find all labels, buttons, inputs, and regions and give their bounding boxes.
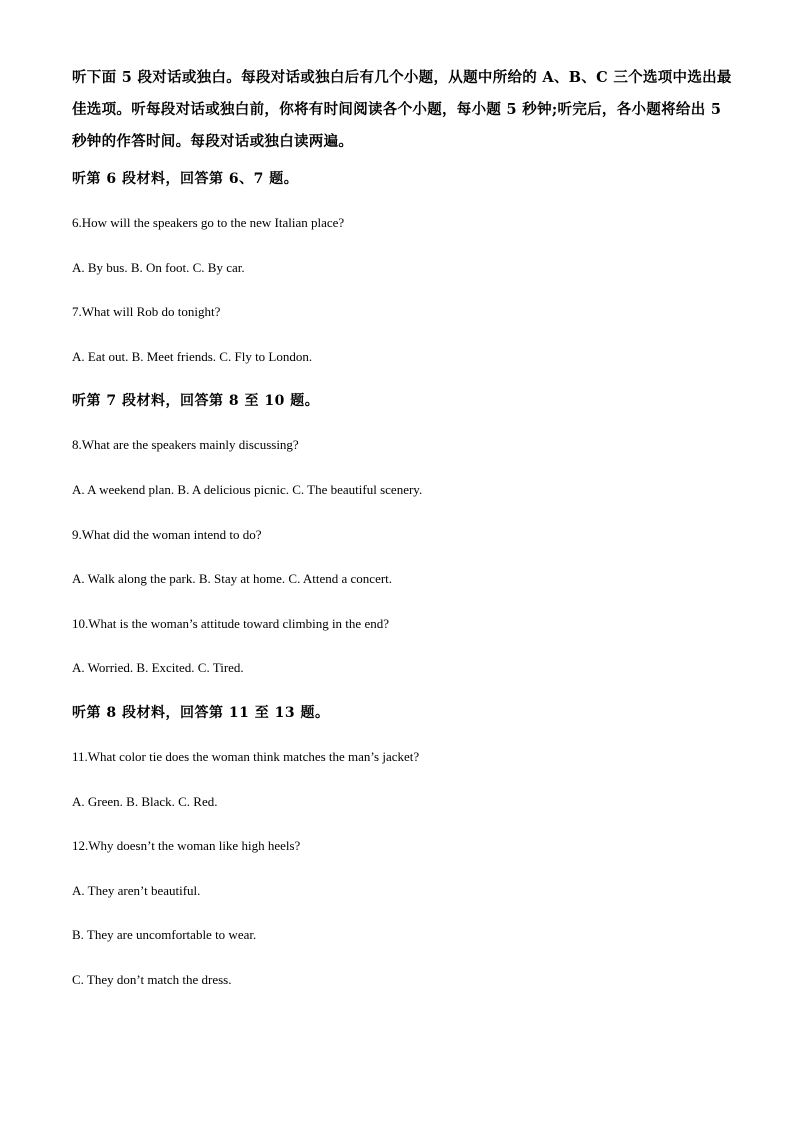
options-8: A. A weekend plan. B. A delicious picnic. C. The beautiful scenery. (72, 481, 423, 497)
question-6: 6.How will the speakers go to the new Italian place? (72, 215, 345, 230)
section-material-7 (72, 391, 732, 678)
option-12-a: A. They aren’t beautiful. (72, 882, 201, 898)
document-page (72, 62, 732, 1015)
options-9: A. Walk along the park. B. Stay at home. C. Attend a concert. (72, 571, 393, 587)
section-heading: 听第 8 段材料，回答第 11 至 13 题。 (72, 704, 330, 721)
question-11: 11.What color tie does the woman think matches the man’s jacket? (72, 748, 420, 764)
options-7: A. Eat out. B. Meet friends. C. Fly to London. (72, 348, 313, 364)
option-12-c: C. They don’t match the dress. (72, 971, 232, 987)
options-6: A. By bus. B. On foot. C. By car. (72, 259, 245, 275)
question-10: 10.What is the woman’s attitude toward climbing in the end? (72, 615, 389, 631)
option-12-b: B. They are uncomfortable to wear. (72, 927, 257, 943)
section-material-8 (72, 703, 732, 990)
question-12: 12.Why doesn’t the woman like high heels? (72, 838, 301, 854)
question-9: 9.What did the woman intend to do? (72, 526, 262, 542)
question-7: 7.What will Rob do tonight? (72, 304, 221, 320)
listening-instructions: 听下面 5 段对话或独白。每段对话或独白后有几个小题，从题中所给的 A、B、C 三个选项中选出最佳选项。听每段对话或独白前，你将有时间阅读各个小题，每小题 5 秒钟;听完后，各小题将给出 5 秒钟的作答时间。每段对话或独白读两遍。 (72, 69, 732, 150)
question-8: 8.What are the speakers mainly discussing? (72, 437, 299, 453)
section-heading: 听第 6 段材料，回答第 6、7 题。 (72, 171, 299, 187)
section-material-6 (72, 169, 732, 367)
options-11: A. Green. B. Black. C. Red. (72, 793, 218, 809)
options-10: A. Worried. B. Excited. C. Tired. (72, 660, 244, 676)
section-heading: 听第 7 段材料，回答第 8 至 10 题。 (72, 393, 320, 410)
